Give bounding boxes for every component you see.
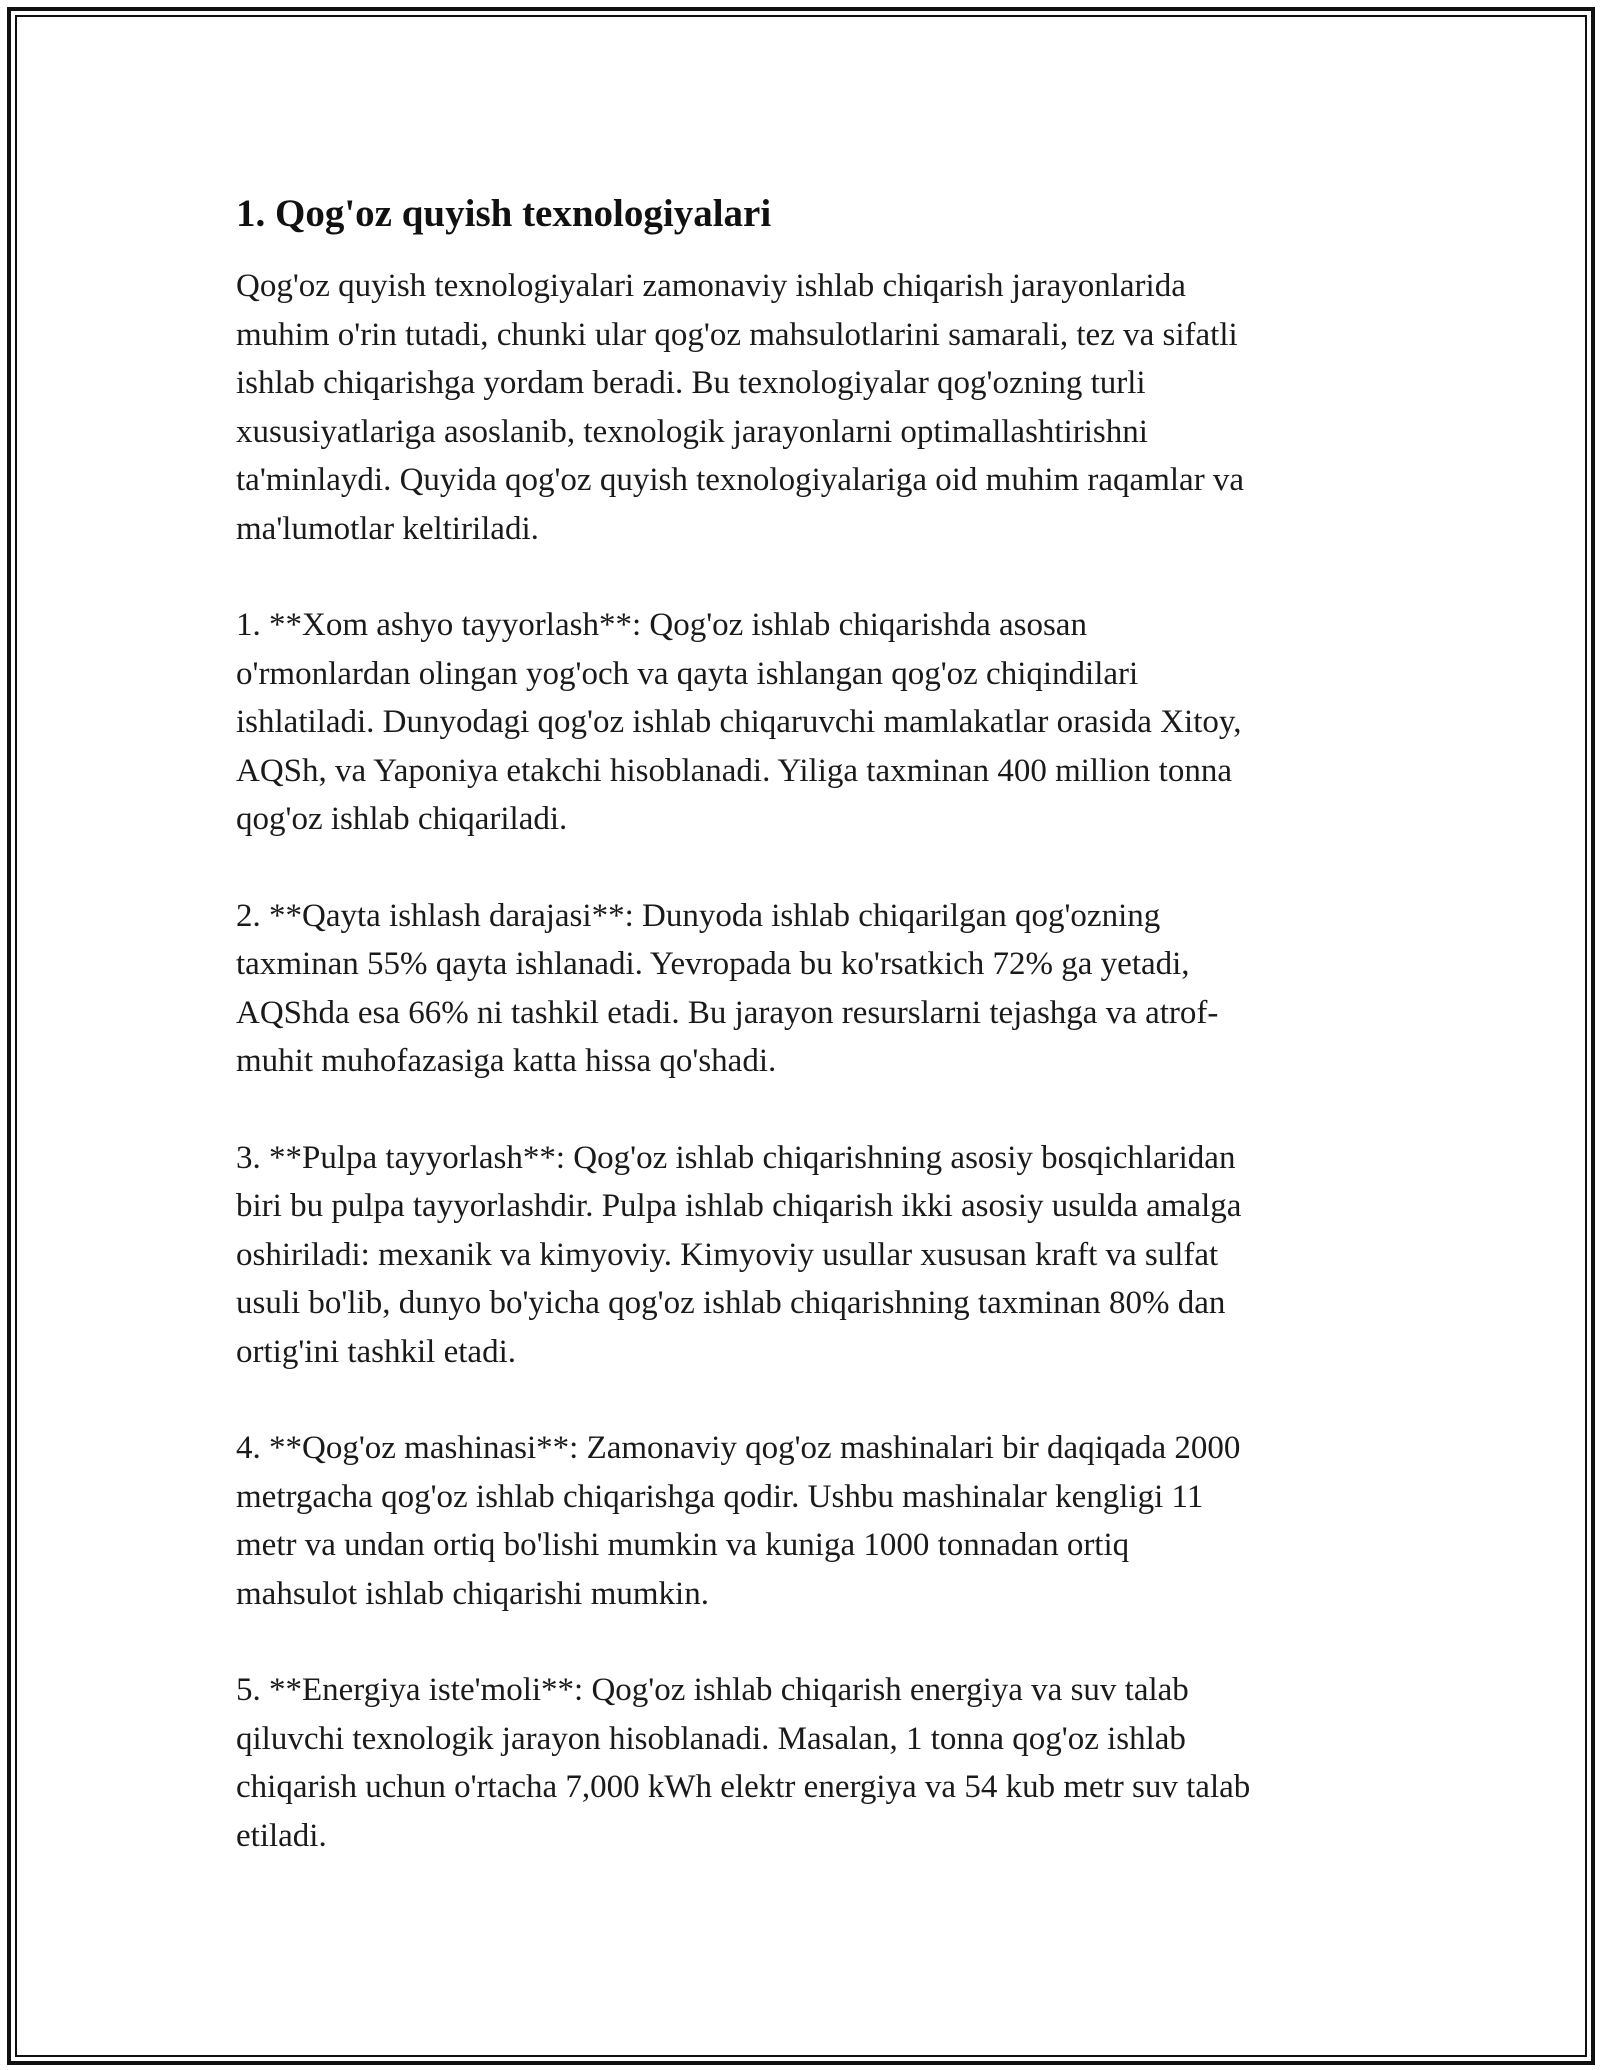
document-body	[236, 188, 1376, 1908]
intro-paragraph	[236, 262, 1376, 553]
text-line: xususiyatlariga asoslanib, texnologik jarayonlarni optimallashtirishni	[236, 413, 1148, 450]
text-line: 2. **Qayta ishlash darajasi**: Dunyoda ishlab chiqarilgan qog'ozning	[236, 897, 1161, 934]
text-line: ta'minlaydi. Quyida qog'oz quyish texnologiyalariga oid muhim raqamlar va	[236, 462, 1245, 498]
text-line: 5. **Energiya iste'moli**: Qog'oz ishlab chiqarish energiya va suv talab	[236, 1672, 1189, 1708]
list-item-paragraph	[236, 892, 1376, 1086]
section-heading: 1. Qog'oz quyish texnologiyalari	[236, 192, 772, 235]
text-line: metrgacha qog'oz ishlab chiqarishga qodir. Ushbu mashinalar kengligi 11	[236, 1478, 1204, 1515]
paragraph-list	[236, 262, 1376, 1860]
text-line: 1. **Xom ashyo tayyorlash**: Qog'oz ishlab chiqarishda asosan	[236, 607, 1087, 643]
list-item-paragraph	[236, 1666, 1376, 1860]
text-line: oshiriladi: mexanik va kimyoviy. Kimyoviy usullar xususan kraft va sulfat	[236, 1236, 1219, 1273]
text-line: 4. **Qog'oz mashinasi**: Zamonaviy qog'oz mashinalari bir daqiqada 2000	[236, 1430, 1241, 1466]
text-line: metr va undan ortiq bo'lishi mumkin va kuniga 1000 tonnadan ortiq	[236, 1527, 1130, 1563]
list-item-paragraph	[236, 1424, 1376, 1618]
text-line: chiqarish uchun o'rtacha 7,000 kWh elektr energiya va 54 kub metr suv talab	[236, 1769, 1251, 1805]
text-line: ortig'ini tashkil etadi.	[236, 1333, 516, 1370]
text-line: AQSh, va Yaponiya etakchi hisoblanadi. Yiliga taxminan 400 million tonna	[236, 752, 1232, 789]
text-line: usuli bo'lib, dunyo bo'yicha qog'oz ishlab chiqarishning taxminan 80% dan	[236, 1285, 1226, 1321]
text-line: mahsulot ishlab chiqarishi mumkin.	[236, 1575, 709, 1612]
text-line: qiluvchi texnologik jarayon hisoblanadi. Masalan, 1 tonna qog'oz ishlab	[236, 1720, 1186, 1757]
list-item-paragraph	[236, 601, 1376, 844]
text-line: muhim o'rin tutadi, chunki ular qog'oz mahsulotlarini samarali, tez va sifatli	[236, 316, 1238, 353]
text-line: ma'lumotlar keltiriladi.	[236, 510, 539, 547]
text-line: ishlatiladi. Dunyodagi qog'oz ishlab chiqaruvchi mamlakatlar orasida Xitoy,	[236, 704, 1242, 740]
text-line: biri bu pulpa tayyorlashdir. Pulpa ishlab chiqarish ikki asosiy usulda amalga	[236, 1188, 1242, 1224]
text-line: AQShda esa 66% ni tashkil etadi. Bu jarayon resurslarni tejashga va atrof-	[236, 994, 1219, 1031]
text-line: muhit muhofazasiga katta hissa qo'shadi.	[236, 1043, 777, 1079]
text-line: taxminan 55% qayta ishlanadi. Yevropada bu ko'rsatkich 72% ga yetadi,	[236, 946, 1190, 982]
text-line: Qog'oz quyish texnologiyalari zamonaviy ishlab chiqarish jarayonlarida	[236, 268, 1186, 304]
text-line: qog'oz ishlab chiqariladi.	[236, 801, 568, 837]
text-line: o'rmonlardan olingan yog'och va qayta ishlangan qog'oz chiqindilari	[236, 655, 1139, 692]
list-item-paragraph	[236, 1134, 1376, 1377]
text-line: ishlab chiqarishga yordam beradi. Bu texnologiyalar qog'ozning turli	[236, 365, 1146, 401]
text-line: 3. **Pulpa tayyorlash**: Qog'oz ishlab chiqarishning asosiy bosqichlaridan	[236, 1139, 1236, 1176]
text-line: etiladi.	[236, 1817, 327, 1854]
